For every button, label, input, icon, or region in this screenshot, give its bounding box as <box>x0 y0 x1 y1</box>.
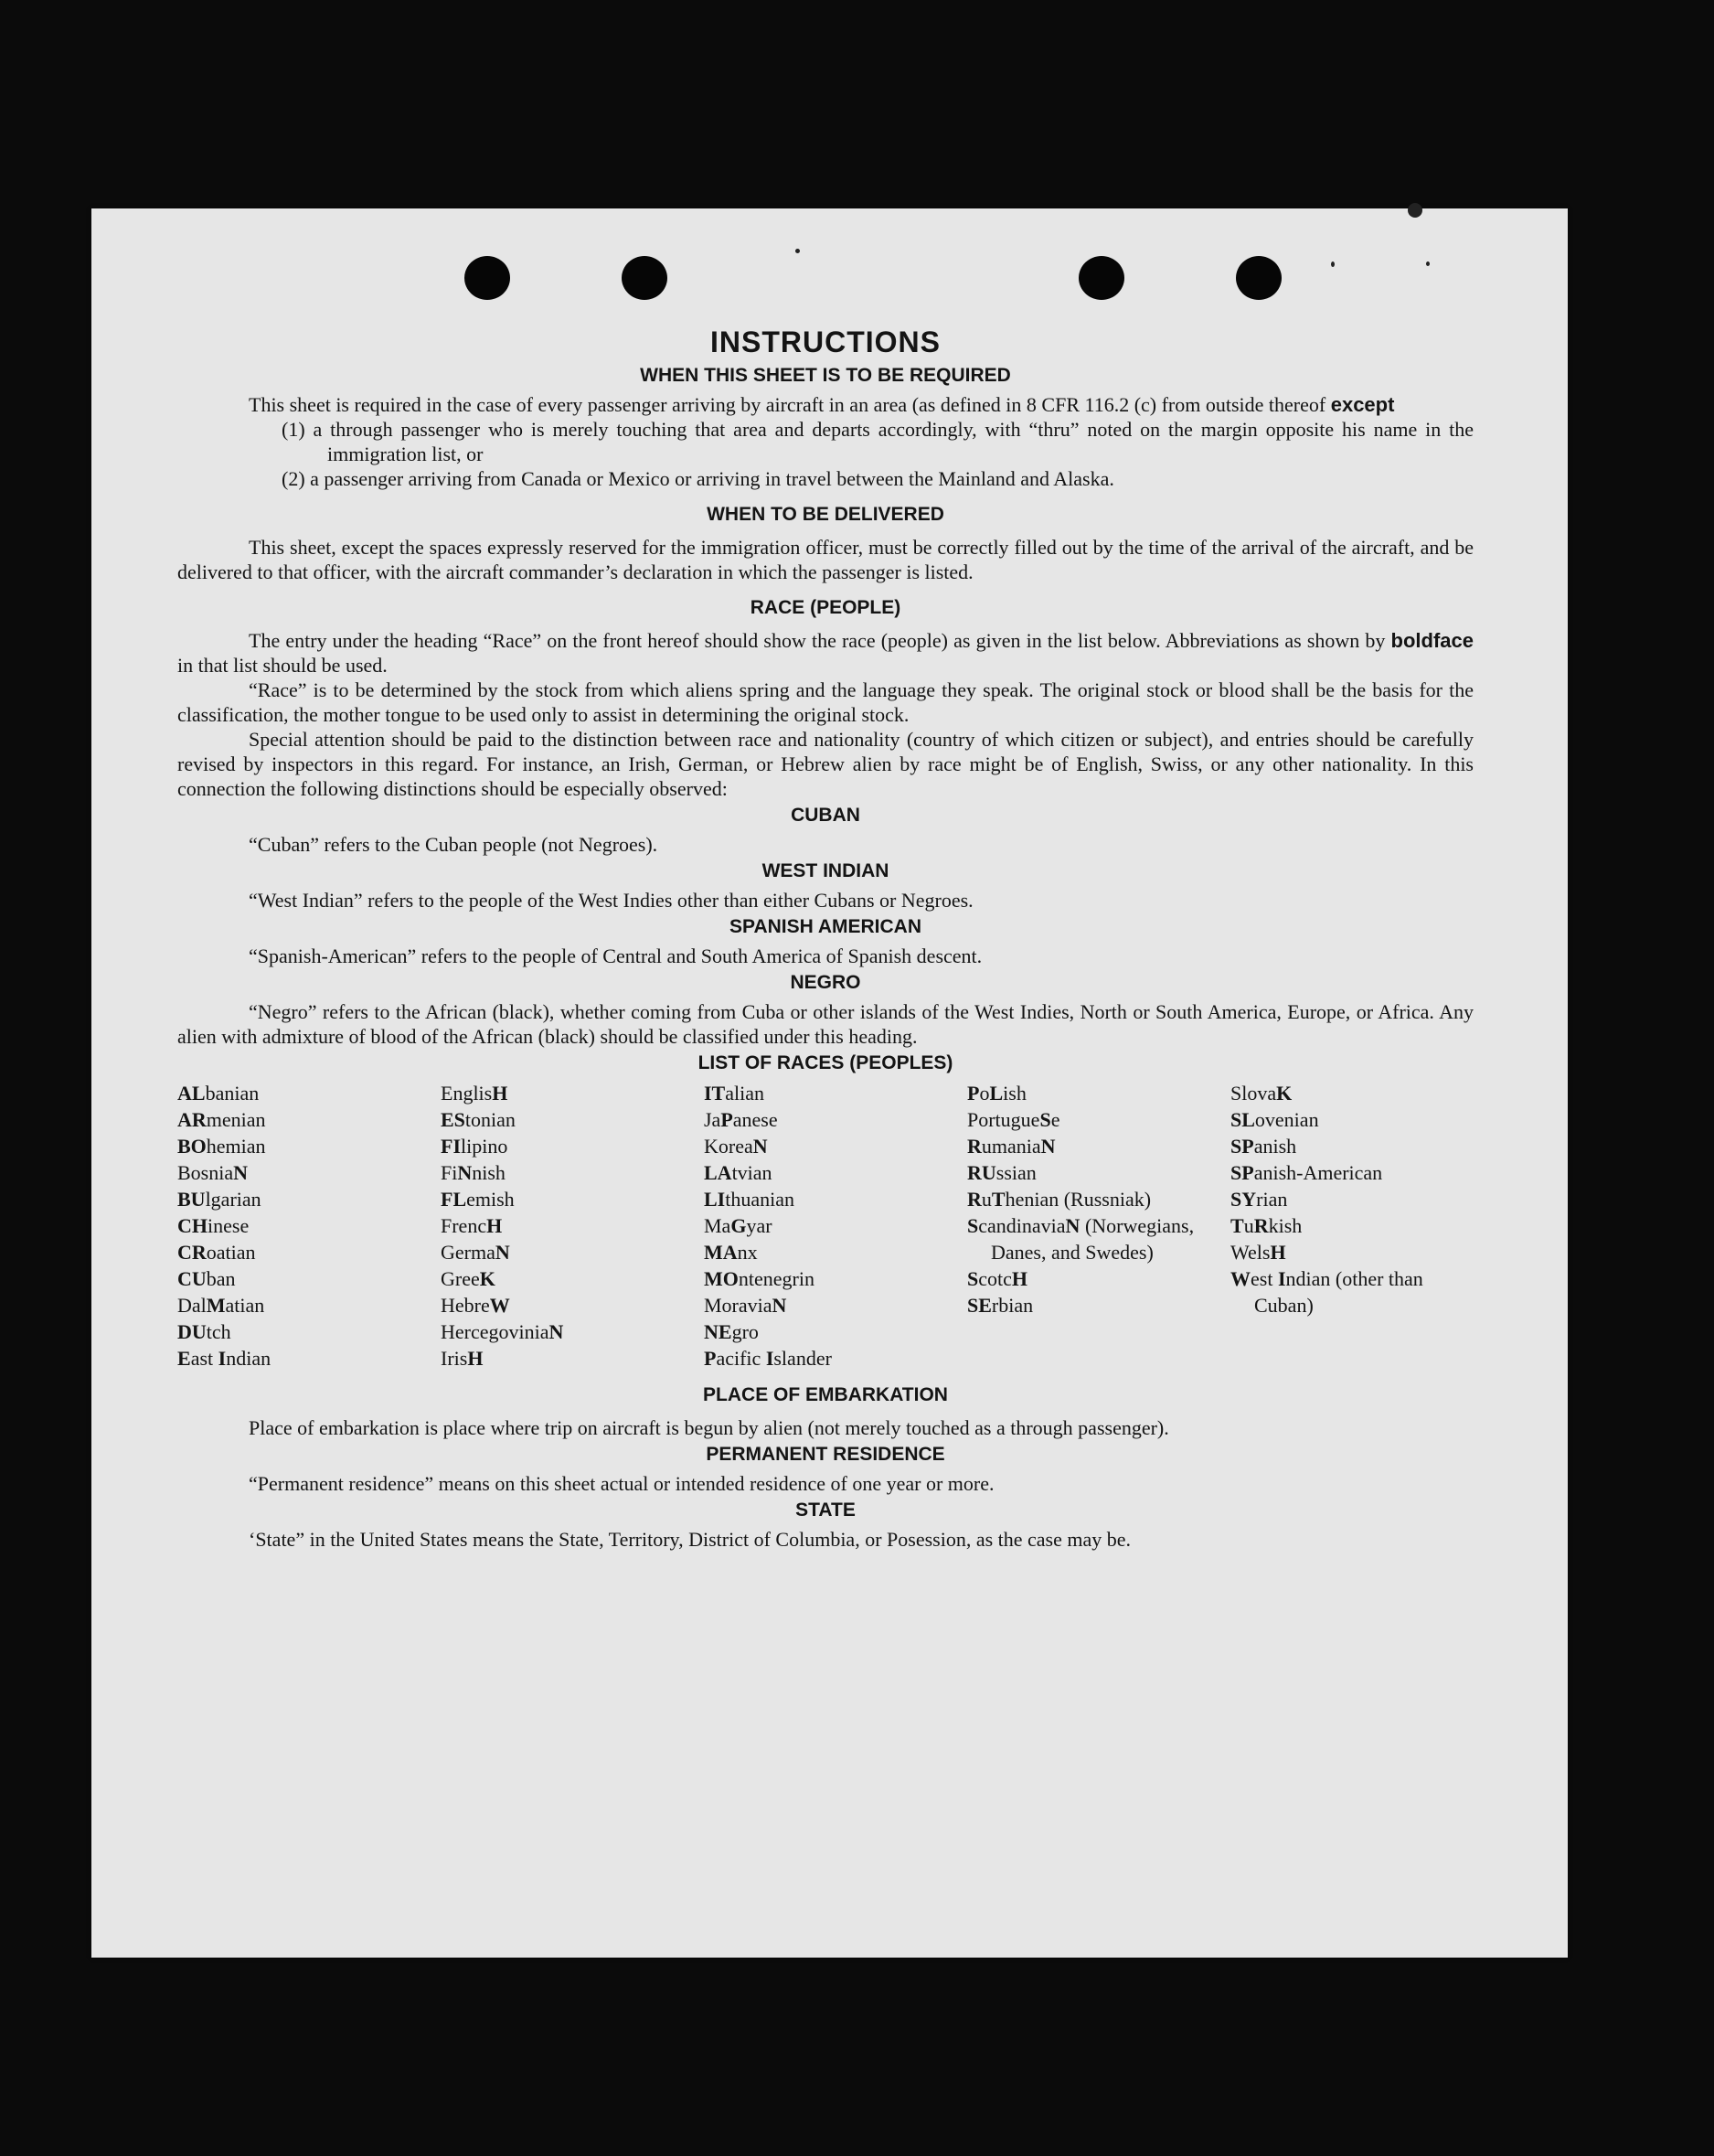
race-entry: CHinese <box>177 1214 250 1237</box>
embarkation-heading: PLACE OF EMBARKATION <box>703 1384 948 1405</box>
cuban-heading: CUBAN <box>791 805 860 826</box>
race-entry: BosniaN <box>177 1161 249 1184</box>
ink-speck <box>1331 261 1335 267</box>
punch-hole <box>622 256 667 300</box>
cuban-paragraph: “Cuban” refers to the Cuban people (not Negroes). <box>249 833 658 856</box>
spanish-american-paragraph: “Spanish-American” refers to the people of Central and South America of Spanish descent. <box>249 945 983 967</box>
races-list-heading: LIST OF RACES (PEOPLES) <box>697 1052 953 1073</box>
race-entry: West Indian (other than Cuban) <box>1230 1267 1423 1317</box>
race-entry: FrencH <box>441 1214 503 1237</box>
race-entry: IrisH <box>441 1347 484 1370</box>
race-entry: TuRkish <box>1230 1214 1303 1237</box>
race-entry: SErbian <box>967 1294 1034 1317</box>
race-entry: SPanish-American <box>1230 1161 1383 1184</box>
race-entry: WelsH <box>1230 1241 1286 1264</box>
negro-paragraph: “Negro” refers to the African (black), whether coming from Cuba or other islands of the West Indies, North or South America, Europe, or Africa. Any alien with admixture of blood of the African (black) should be classified under this heading. <box>177 1000 1474 1048</box>
ink-speck <box>1408 203 1422 218</box>
race-entry: SlovaK <box>1230 1082 1293 1105</box>
race-entry: LAtvian <box>704 1161 772 1184</box>
race-entry: EnglisH <box>441 1082 508 1105</box>
race-entry: ARmenian <box>177 1108 266 1131</box>
race-entry: LIthuanian <box>704 1188 795 1211</box>
race-entry: EStonian <box>441 1108 516 1131</box>
race-entry: MAnx <box>704 1241 758 1264</box>
west-indian-heading: WEST INDIAN <box>761 860 889 881</box>
ink-speck <box>795 249 800 253</box>
required-paragraph: This sheet is required in the case of every passenger arriving by aircraft in an area (as defined in 8 CFR 116.2 (c) from outside thereof except <box>249 393 1395 416</box>
race-entry: BOhemian <box>177 1135 266 1158</box>
race-heading: RACE (PEOPLE) <box>750 597 901 618</box>
embarkation-paragraph: Place of embarkation is place where trip on aircraft is begun by alien (not merely touched as a through passenger). <box>249 1416 1169 1439</box>
delivered-heading: WHEN TO BE DELIVERED <box>707 504 944 525</box>
document-page <box>91 208 1568 1958</box>
race-entry: ScotcH <box>967 1267 1028 1290</box>
race-entry: ScandinaviaN (Norwegians, Danes, and Swedes) <box>967 1214 1195 1264</box>
race-entry: NEgro <box>704 1320 759 1343</box>
punch-hole <box>1079 256 1124 300</box>
race-entry: SYrian <box>1230 1188 1288 1211</box>
negro-heading: NEGRO <box>790 972 861 993</box>
race-entry: MOntenegrin <box>704 1267 814 1290</box>
race-entry: HebreW <box>441 1294 510 1317</box>
race-entry: GermaN <box>441 1241 510 1264</box>
race-entry: PoLish <box>967 1082 1027 1105</box>
race-entry: RumaniaN <box>967 1135 1056 1158</box>
race-entry: HercegoviniaN <box>441 1320 564 1343</box>
race-entry: GreeK <box>441 1267 495 1290</box>
required-heading: WHEN THIS SHEET IS TO BE REQUIRED <box>640 365 1011 386</box>
races-list <box>177 1080 1474 1372</box>
punch-hole <box>1236 256 1282 300</box>
race-entry: RuThenian (Russniak) <box>967 1188 1152 1211</box>
race-entry: RUssian <box>967 1161 1037 1184</box>
race-entry: CRoatian <box>177 1241 256 1264</box>
race-entry: ALbanian <box>177 1082 260 1105</box>
races-column <box>704 1080 967 1372</box>
state-heading: STATE <box>795 1500 856 1521</box>
race-entry: FIlipino <box>441 1135 508 1158</box>
races-column <box>441 1080 704 1372</box>
race-entry: JaPanese <box>704 1108 778 1131</box>
race-entry: DUtch <box>177 1320 231 1343</box>
page-title: INSTRUCTIONS <box>710 326 941 358</box>
residence-paragraph: “Permanent residence” means on this sheet actual or intended residence of one year or more. <box>249 1472 995 1495</box>
race-entry: SLovenian <box>1230 1108 1319 1131</box>
races-column <box>177 1080 441 1372</box>
races-column <box>967 1080 1230 1372</box>
state-paragraph: ‘State” in the United States means the State, Territory, District of Columbia, or Posession, as the case may be. <box>249 1528 1132 1551</box>
race-entry: MaGyar <box>704 1214 772 1237</box>
race-paragraph: Special attention should be paid to the distinction between race and nationality (country of which citizen or subject), and entries should be carefully revised by inspectors in this regard. For instance, an Irish, German, or Hebrew alien by race might be of English, Swiss, or any other nationality. In this connection the following distinctions should be especially observed: <box>177 728 1474 800</box>
exceptions-list <box>282 417 1474 491</box>
residence-heading: PERMANENT RESIDENCE <box>706 1444 945 1465</box>
race-entry: FLemish <box>441 1188 515 1211</box>
race-paragraph: The entry under the heading “Race” on the front hereof should show the race (people) as given in the list below. Abbreviations as shown by boldface in that list should be used. <box>177 629 1474 677</box>
instructions-content <box>177 326 1474 1552</box>
race-entry: CUban <box>177 1267 236 1290</box>
west-indian-paragraph: “West Indian” refers to the people of the West Indies other than either Cubans or Negroes. <box>249 889 974 912</box>
race-entry: SPanish <box>1230 1135 1297 1158</box>
ink-speck <box>1426 261 1430 266</box>
race-paragraph: “Race” is to be determined by the stock from which aliens spring and the language they speak. The original stock or blood shall be the basis for the classification, the mother tongue to be used only to assist in determining the original stock. <box>177 678 1474 726</box>
race-entry: Pacific Islander <box>704 1347 832 1370</box>
race-entry: MoraviaN <box>704 1294 787 1317</box>
race-entry: PortugueSe <box>967 1108 1060 1131</box>
exception-item: (2) a passenger arriving from Canada or Mexico or arriving in travel between the Mainland and Alaska. <box>282 467 1114 490</box>
spanish-american-heading: SPANISH AMERICAN <box>729 916 921 937</box>
race-entry: KoreaN <box>704 1135 768 1158</box>
race-entry: BUlgarian <box>177 1188 261 1211</box>
exception-item: (1) a through passenger who is merely touching that area and departs accordingly, with “thru” noted on the margin opposite his name in the immigration list, or <box>282 418 1474 465</box>
delivered-paragraph: This sheet, except the spaces expressly reserved for the immigration officer, must be correctly filled out by the time of the arrival of the aircraft, and be delivered to that officer, with the aircraft commander’s declaration in which the passenger is listed. <box>177 536 1474 583</box>
race-entry: East Indian <box>177 1347 271 1370</box>
race-entry: FiNnish <box>441 1161 506 1184</box>
race-entry: DalMatian <box>177 1294 265 1317</box>
punch-hole <box>464 256 510 300</box>
races-column <box>1230 1080 1474 1372</box>
race-entry: ITalian <box>704 1082 765 1105</box>
